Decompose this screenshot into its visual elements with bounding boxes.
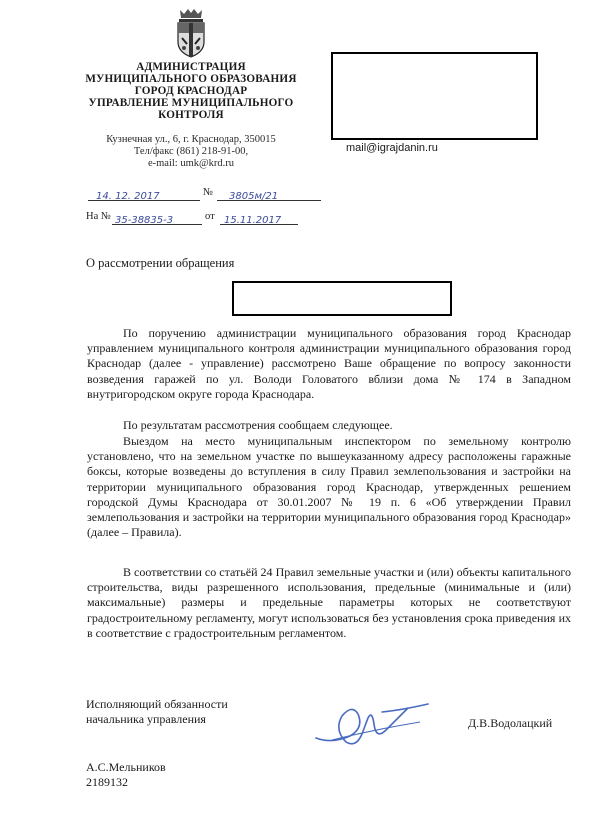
handwritten-signature bbox=[312, 700, 432, 748]
coat-of-arms-emblem bbox=[174, 8, 208, 58]
signer-position-line2: начальника управления bbox=[86, 712, 206, 726]
incoming-number-line bbox=[112, 210, 202, 225]
org-address: Кузнечная ул., 6, г. Краснодар, 350015 bbox=[106, 134, 276, 145]
redacted-salutation-box bbox=[232, 281, 452, 316]
signer-position-line1: Исполняющий обязанности bbox=[86, 697, 228, 711]
outgoing-number: 3805м/21 bbox=[229, 191, 279, 202]
signer-name: Д.В.Водолацкий bbox=[468, 716, 553, 730]
org-email: e-mail: umk@krd.ru bbox=[147, 158, 235, 169]
outgoing-date: 14. 12. 2017 bbox=[96, 191, 160, 202]
org-header-line5: КОНТРОЛЯ bbox=[158, 109, 224, 121]
executor-phone: 2189132 bbox=[86, 775, 128, 789]
body-paragraph-3: Выездом на место муниципальным инспектором по земельному контролю установлено, что на земельном участке по вышеуказанному адресу расположены гаражные боксы, которые возведены до вступления в силу Правил землепользования и застройки на территории муниципального образования город Краснодар, утвержденных решением городской Думы Краснодара от 30.01.2007 № 19 п. 6 «Об утверждении Правил землепользования и застройки на территории муниципального образования город Краснодар» (далее – Правила). bbox=[87, 434, 571, 540]
body-paragraph-2: По результатам рассмотрения сообщаем следующее. bbox=[123, 418, 393, 432]
redacted-recipient-box bbox=[331, 52, 538, 140]
org-header-line4: УПРАВЛЕНИЕ МУНИЦИПАЛЬНОГО bbox=[88, 97, 294, 109]
outgoing-date-line bbox=[88, 186, 200, 201]
outgoing-number-line bbox=[217, 186, 321, 201]
org-header-line3: ГОРОД КРАСНОДАР bbox=[134, 85, 248, 97]
number-label: № bbox=[203, 187, 214, 198]
org-phone: Тел/факс (861) 218-91-00, bbox=[133, 146, 249, 157]
in-reply-label: На № bbox=[86, 211, 111, 222]
executor-name: А.С.Мельников bbox=[86, 760, 166, 774]
body-paragraph-4: В соответствии со статьёй 24 Правил земельные участки и (или) объекты капитального строительства, виды разрешенного использования, предельные (минимальные и (или) максимальные) размеры и предельные параметры которых не соответствуют градостроительному регламенту, могут использоваться без установления срока приведения их в соответствие с градостроительным регламентом. bbox=[87, 565, 571, 640]
body-paragraph-1: По поручению администрации муниципального образования город Краснодар управлением муниципального контроля администрации муниципального образования город Краснодар (далее - управление) рассмотрено Ваше обращение по вопросу законности возведения гаражей по ул. Володи Головатого вблизи дома № 174 в Западном внутригородском округе города Краснодара. bbox=[87, 326, 571, 401]
org-header-line1: АДМИНИСТРАЦИЯ bbox=[136, 61, 246, 73]
incoming-date: 15.11.2017 bbox=[224, 215, 282, 226]
org-header-line2: МУНИЦИПАЛЬНОГО ОБРАЗОВАНИЯ bbox=[85, 73, 297, 85]
recipient-email: mail@igrajdanin.ru bbox=[346, 142, 438, 154]
incoming-number: 35-38835-3 bbox=[115, 215, 174, 226]
from-label: от bbox=[205, 211, 215, 222]
incoming-date-line bbox=[220, 210, 298, 225]
letter-subject: О рассмотрении обращения bbox=[86, 256, 235, 270]
